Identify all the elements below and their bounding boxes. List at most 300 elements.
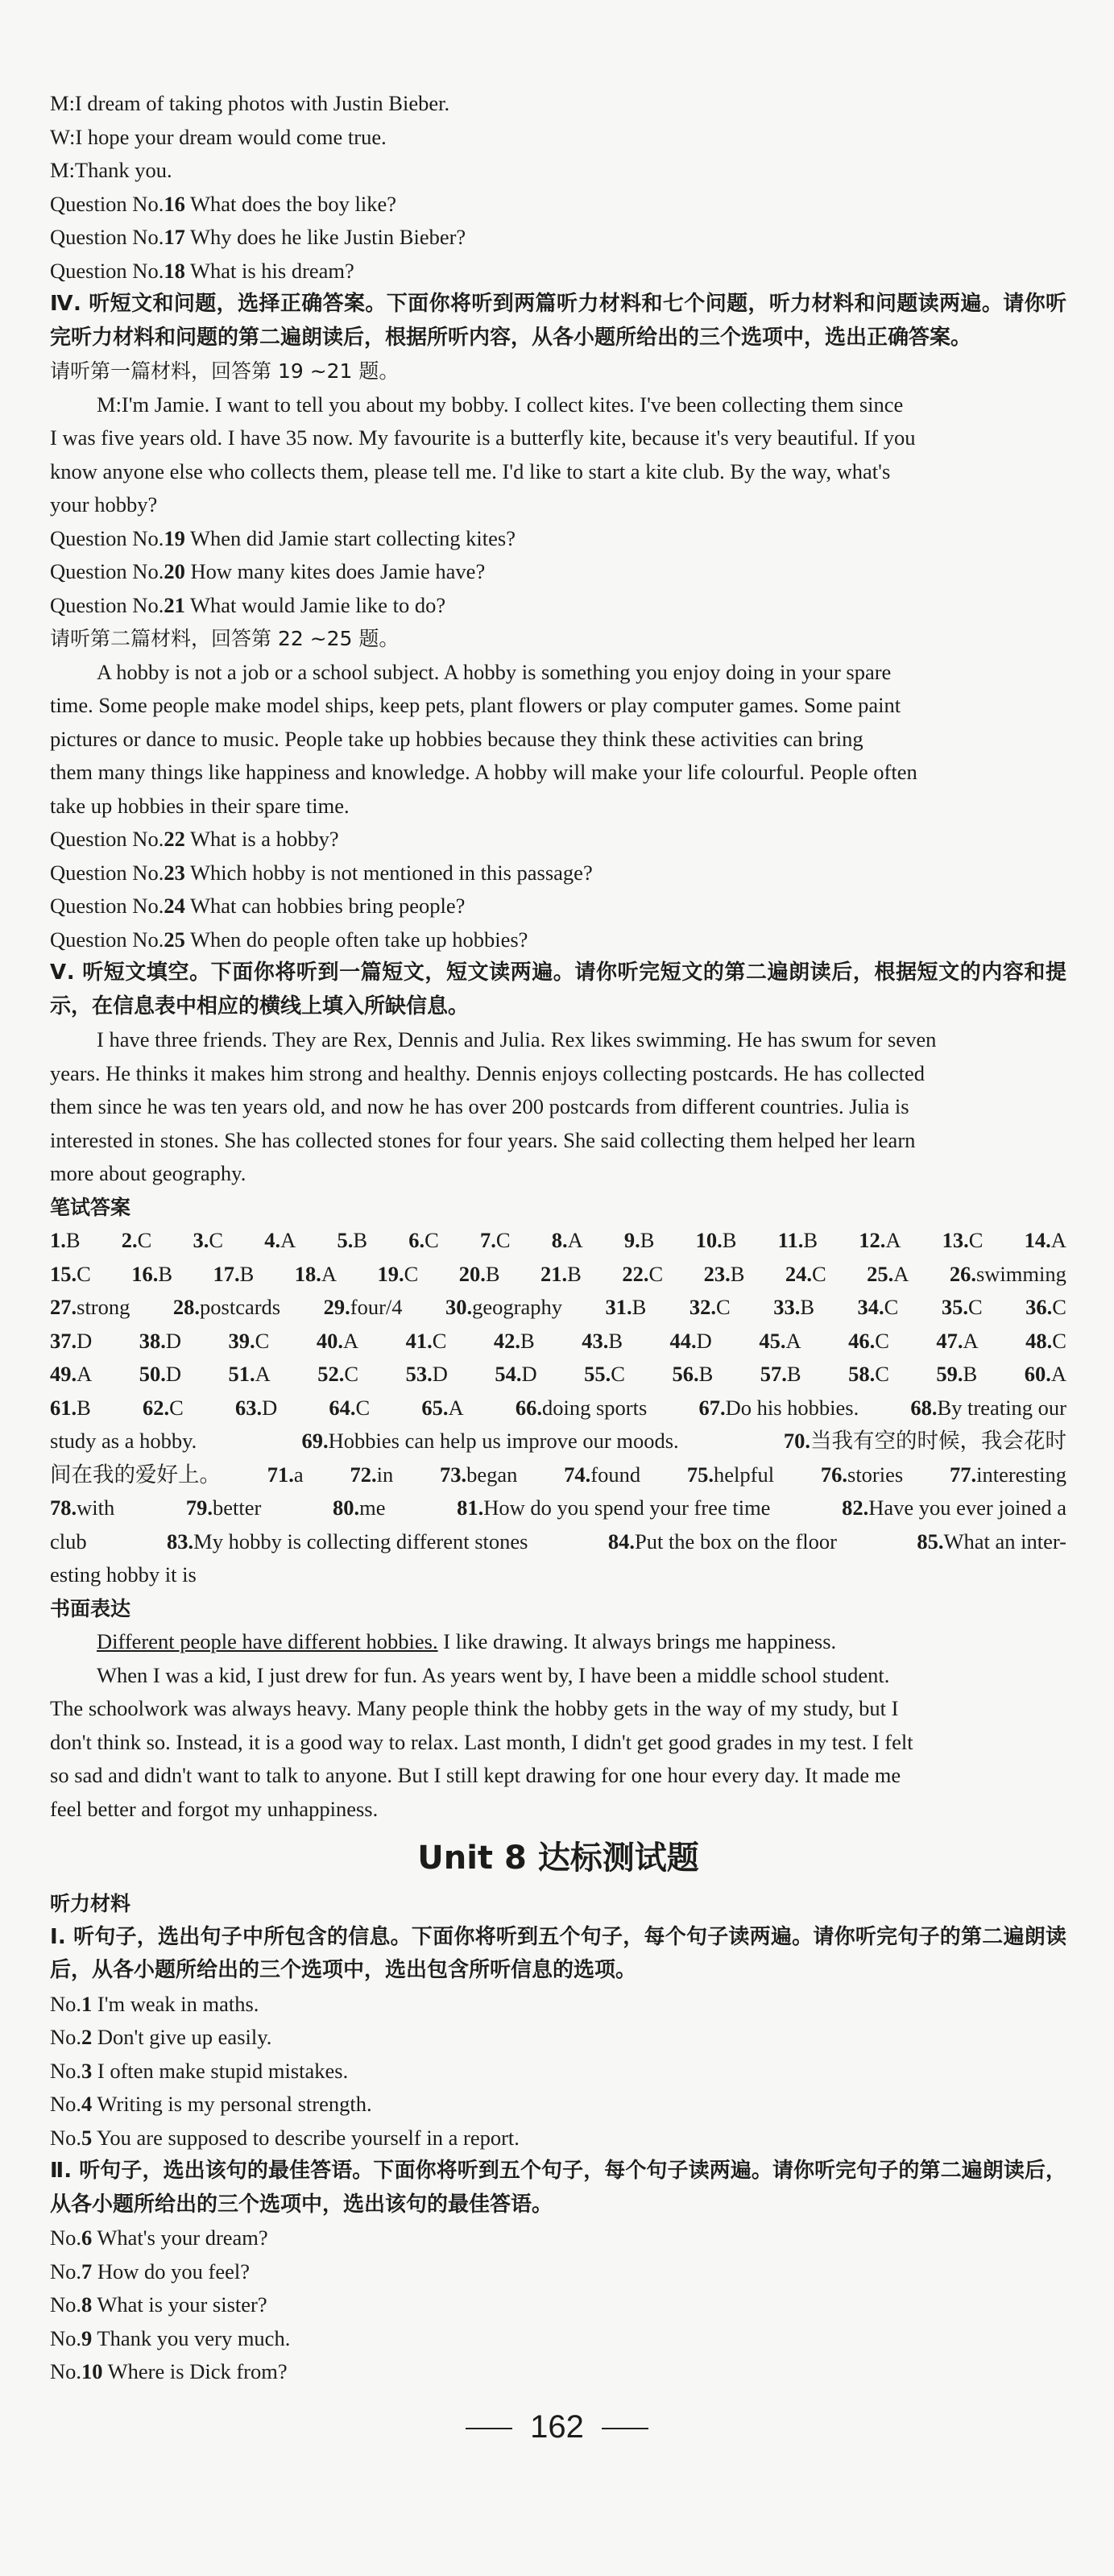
answer-value: B — [800, 1295, 814, 1319]
answer-item — [408, 1224, 439, 1258]
question-number: 23 — [164, 860, 185, 885]
answer-item — [122, 1224, 152, 1258]
answer-item — [317, 1358, 358, 1392]
answer-item — [1025, 1358, 1066, 1392]
answer-item — [867, 1258, 909, 1292]
answer-number: 46. — [848, 1328, 876, 1353]
question-number: 18 — [164, 258, 185, 283]
answer-number: 85. — [917, 1529, 944, 1553]
writing-body — [50, 1659, 1066, 1827]
answer-value: D — [165, 1328, 182, 1353]
sentence-item — [50, 1988, 1066, 2022]
answer-number: 47. — [936, 1328, 963, 1353]
answer-row — [50, 1525, 1066, 1559]
answer-value: me — [359, 1495, 386, 1520]
answer-value: 当我有空的时候，我会花时 — [810, 1429, 1066, 1453]
answer-number: 22. — [622, 1261, 649, 1286]
answer-value: C — [404, 1261, 419, 1286]
answer-item — [139, 1358, 181, 1392]
answer-item — [778, 1224, 818, 1258]
answer-value: B — [786, 1362, 801, 1386]
answer-item — [552, 1224, 583, 1258]
answer-item — [229, 1325, 270, 1359]
question-label: Question No. — [50, 827, 164, 851]
answer-item — [50, 1291, 130, 1325]
answer-value: C — [209, 1228, 224, 1252]
answer-value: B — [698, 1362, 714, 1386]
sentence-item-number: 7 — [81, 2259, 93, 2284]
sentence-item-text: How do you feel? — [92, 2259, 251, 2284]
question-label: Question No. — [50, 860, 164, 885]
question — [50, 823, 1066, 857]
answer-item — [295, 1258, 337, 1292]
answer-row — [50, 1325, 1066, 1359]
question — [50, 555, 1066, 589]
sentence-item-number: 10 — [81, 2359, 103, 2383]
sentence-item-text: What's your dream? — [92, 2225, 268, 2250]
answer-value: found — [590, 1462, 641, 1487]
passage-line: pictures or dance to music. People take up hobbies because they think these activities can bring — [50, 726, 863, 751]
question-text: What can hobbies bring people? — [184, 894, 466, 918]
answer-item — [50, 1491, 114, 1525]
passage-line: your hobby? — [50, 492, 158, 516]
answer-item — [842, 1491, 1066, 1525]
answer-number: 12. — [859, 1228, 886, 1252]
answer-number: 69. — [301, 1429, 329, 1453]
answer-value: Put the box on the floor — [634, 1529, 837, 1553]
answer-item — [139, 1325, 181, 1359]
answer-value: better — [213, 1495, 262, 1520]
answer-item — [457, 1491, 770, 1525]
writing-line: feel better and forgot my unhappiness. — [50, 1796, 379, 1821]
section-4-intro-2: 请听第二篇材料，回答第 22 ~25 题。 — [50, 627, 400, 650]
question-label: Question No. — [50, 258, 164, 283]
page-footer — [0, 2409, 1114, 2445]
answer-value: helpful — [714, 1462, 775, 1487]
writing-first-line — [50, 1625, 1066, 1659]
sentence-item — [50, 2221, 1066, 2255]
writing-first-rest: I like drawing. It always brings me happiness. — [437, 1629, 837, 1653]
passage-line: know anyone else who collects them, please tell me. I'd like to start a kite club. By the way, what's — [50, 458, 891, 483]
answer-number: 2. — [121, 1228, 138, 1252]
answer-item — [50, 1392, 91, 1425]
question — [50, 890, 1066, 923]
sentence-item — [50, 2088, 1066, 2122]
answer-value: B — [640, 1228, 655, 1252]
answer-number: 8. — [551, 1228, 568, 1252]
answer-value: B — [77, 1395, 91, 1420]
answer-item — [440, 1458, 517, 1492]
answer-item — [267, 1458, 304, 1492]
footer-dash-left — [466, 2428, 512, 2429]
sentence-item-text: Writing is my personal strength. — [92, 2092, 372, 2116]
answer-item — [173, 1291, 280, 1325]
answer-item — [942, 1224, 984, 1258]
answer-value: D — [432, 1362, 448, 1386]
answer-item — [858, 1291, 899, 1325]
answer-value: A — [885, 1228, 901, 1252]
answer-item — [859, 1224, 901, 1258]
answer-item — [193, 1224, 224, 1258]
answer-number: 42. — [493, 1328, 521, 1353]
answer-number: 48. — [1025, 1328, 1053, 1353]
answer-item — [337, 1224, 367, 1258]
answer-item — [606, 1291, 647, 1325]
answer-item — [50, 1458, 221, 1492]
answer-number: 15. — [50, 1261, 77, 1286]
question — [50, 923, 1066, 957]
answer-value: esting hobby it is — [50, 1562, 197, 1587]
answer-value: C — [648, 1261, 664, 1286]
answer-number: 83. — [167, 1529, 194, 1553]
answer-item — [229, 1358, 271, 1392]
answer-value: A — [1050, 1228, 1066, 1252]
answer-value: A — [893, 1261, 909, 1286]
question-text: What would Jamie like to do? — [184, 592, 446, 617]
answer-item — [480, 1224, 511, 1258]
answer-item — [495, 1358, 536, 1392]
sentence-item-label: No. — [50, 2092, 82, 2116]
answer-value: postcards — [200, 1295, 281, 1319]
answer-value: A — [77, 1362, 93, 1386]
question — [50, 221, 1066, 255]
answer-item — [378, 1258, 419, 1292]
question-number: 19 — [164, 525, 185, 550]
answer-item — [936, 1358, 977, 1392]
answer-item — [672, 1358, 713, 1392]
answer-item — [687, 1458, 774, 1492]
answer-value: B — [520, 1328, 535, 1353]
answer-item — [324, 1291, 403, 1325]
answer-item — [584, 1358, 625, 1392]
answer-value: A — [1050, 1362, 1066, 1386]
question-label: Question No. — [50, 592, 164, 617]
answer-item — [950, 1458, 1066, 1492]
writing-line: The schoolwork was always heavy. Many people think the hobby gets in the way of my study, but I — [50, 1696, 899, 1720]
answer-item — [406, 1358, 448, 1392]
answer-value: C — [77, 1261, 91, 1286]
answer-value: By treating our — [937, 1395, 1066, 1420]
answer-item — [50, 1358, 92, 1392]
answer-value: B — [803, 1228, 818, 1252]
answer-item — [624, 1224, 655, 1258]
passage-line: more about geography. — [50, 1161, 246, 1185]
unit-section-2-title: Ⅱ. 听句子，选出该句的最佳答语。下面你将听到五个句子，每个句子读两遍。请你听完句子的第二遍朗读后，从各小题所给出的三个选项中，选出该句的最佳答语。 — [50, 2159, 1066, 2217]
answer-item — [759, 1325, 801, 1359]
answer-number: 70. — [783, 1429, 810, 1453]
dialogue-line: M:Thank you. — [50, 158, 172, 182]
answer-item — [784, 1425, 1066, 1458]
answer-item — [186, 1491, 261, 1525]
answer-number: 30. — [445, 1295, 473, 1319]
answer-number: 20. — [458, 1261, 486, 1286]
answer-number: 39. — [228, 1328, 255, 1353]
answer-value: A — [342, 1328, 359, 1353]
sentence-item-number: 5 — [81, 2125, 93, 2150]
answer-value: C — [1052, 1328, 1066, 1353]
answer-number: 32. — [689, 1295, 716, 1319]
answer-item — [421, 1392, 463, 1425]
dialogue-block — [50, 87, 1066, 188]
answer-value: A — [448, 1395, 464, 1420]
passage-line: I have three friends. They are Rex, Dennis and Julia. Rex likes swimming. He has swum for seven — [97, 1027, 937, 1052]
passage-line: take up hobbies in their spare time. — [50, 793, 350, 818]
answer-item — [564, 1458, 640, 1492]
answer-item — [516, 1392, 647, 1425]
passage-line: years. He thinks it makes him strong and healthy. Dennis enjoys collecting postcards. He has collected — [50, 1060, 925, 1085]
answer-number: 7. — [479, 1228, 496, 1252]
answer-number: 63. — [234, 1395, 263, 1420]
answer-number: 41. — [405, 1328, 433, 1353]
answer-value: B — [158, 1261, 173, 1286]
answer-value: Hobbies can help us improve our moods. — [328, 1429, 679, 1453]
question-number: 24 — [164, 894, 185, 918]
question — [50, 589, 1066, 623]
answer-row — [50, 1425, 1066, 1458]
passage-line: them many things like happiness and knowledge. A hobby will make your life colourful. People often — [50, 760, 917, 784]
question-number: 20 — [164, 559, 185, 583]
answer-number: 28. — [172, 1295, 201, 1319]
answer-number: 16. — [131, 1261, 159, 1286]
answer-item — [264, 1224, 296, 1258]
answer-value: C — [355, 1395, 371, 1420]
section-4-intro-1: 请听第一篇材料，回答第 19 ~21 题。 — [50, 359, 400, 383]
answer-row — [50, 1491, 1066, 1525]
answer-number: 76. — [820, 1462, 847, 1487]
sentence-item-text: Don't give up easily. — [92, 2025, 272, 2049]
passage-2 — [50, 656, 1066, 823]
answer-item — [235, 1392, 277, 1425]
answer-value: C — [875, 1362, 889, 1386]
answer-number: 1. — [50, 1228, 66, 1252]
answer-value: strong — [77, 1295, 130, 1319]
answer-number: 25. — [867, 1261, 894, 1286]
question-text: How many kites does Jamie have? — [184, 559, 486, 583]
answer-value: D — [165, 1362, 182, 1386]
passage-line: them since he was ten years old, and now he has over 200 postcards from different countries. Julia is — [50, 1094, 909, 1118]
answer-number: 57. — [760, 1362, 787, 1386]
sentence-item-label: No. — [50, 2225, 82, 2250]
question-label: Question No. — [50, 894, 164, 918]
sentence-item — [50, 2055, 1066, 2089]
sentence-item — [50, 2021, 1066, 2055]
answer-number: 38. — [139, 1328, 166, 1353]
unit-title: Unit 8 达标测试题 — [417, 1840, 699, 1877]
answer-number: 21. — [540, 1261, 568, 1286]
sentence-item-label: No. — [50, 2325, 82, 2350]
questions-16-18 — [50, 188, 1066, 288]
answer-item — [131, 1258, 172, 1292]
question-text: What is his dream? — [184, 258, 354, 283]
answer-value: C — [967, 1295, 983, 1319]
answer-number: 71. — [267, 1462, 294, 1487]
sentence-item-label: No. — [50, 2125, 82, 2150]
answer-item — [704, 1258, 745, 1292]
passage-line: I was five years old. I have 35 now. My favourite is a butterfly kite, because it's very beautiful. If you — [50, 425, 916, 450]
answer-number: 11. — [777, 1228, 804, 1252]
answer-item — [50, 1525, 87, 1559]
question — [50, 522, 1066, 556]
sentence-item-text: What is your sister? — [92, 2292, 267, 2317]
listening-heading: 听力材料 — [50, 1892, 131, 1915]
answer-value: A — [280, 1228, 296, 1252]
answer-row — [50, 1291, 1066, 1325]
answer-value: B — [963, 1362, 978, 1386]
answer-item — [445, 1291, 562, 1325]
unit-items-6-10 — [50, 2221, 1066, 2389]
passage-line: A hobby is not a job or a school subject. A hobby is something you enjoy doing in your spare — [97, 659, 892, 684]
answer-value: B — [632, 1295, 647, 1319]
answer-row — [50, 1358, 1066, 1392]
dialogue-line: W:I hope your dream would come true. — [50, 124, 387, 149]
answer-item — [540, 1258, 582, 1292]
answer-row — [50, 1392, 1066, 1425]
questions-19-21 — [50, 522, 1066, 623]
answer-number: 31. — [605, 1295, 632, 1319]
sentence-item-label: No. — [50, 2292, 82, 2317]
document-page — [50, 87, 1066, 2389]
answer-value: A — [963, 1328, 979, 1353]
answer-number: 55. — [584, 1362, 611, 1386]
answer-value: C — [811, 1261, 826, 1286]
answer-number: 27. — [50, 1295, 77, 1319]
sentence-item-label: No. — [50, 2359, 82, 2383]
answer-number: 72. — [350, 1462, 377, 1487]
writing-line: When I was a kid, I just drew for fun. As years went by, I have been a middle school student. — [97, 1662, 890, 1687]
sentence-item-number: 9 — [81, 2325, 93, 2350]
answer-item — [622, 1258, 663, 1292]
question-label: Question No. — [50, 525, 164, 550]
question-label: Question No. — [50, 559, 164, 583]
answer-number: 51. — [228, 1362, 255, 1386]
writing-heading: 书面表达 — [50, 1596, 131, 1620]
question-label: Question No. — [50, 225, 164, 249]
answer-number: 34. — [857, 1295, 884, 1319]
answer-number: 43. — [582, 1328, 609, 1353]
answer-row — [50, 1258, 1066, 1292]
answer-number: 9. — [623, 1228, 640, 1252]
writing-line: don't think so. Instead, it is a good way to relax. Last month, I didn't get good grades in my test. I felt — [50, 1729, 913, 1754]
sentence-item-number: 8 — [81, 2292, 93, 2317]
sentence-item — [50, 2122, 1066, 2155]
answer-number: 50. — [139, 1362, 166, 1386]
question-text: Why does he like Justin Bieber? — [184, 225, 466, 249]
answer-row — [50, 1458, 1066, 1492]
answer-item — [50, 1258, 91, 1292]
answer-number: 80. — [332, 1495, 360, 1520]
questions-22-25 — [50, 823, 1066, 956]
answer-number: 4. — [264, 1228, 281, 1252]
answer-value: My hobby is collecting different stones — [193, 1529, 528, 1553]
answer-number: 19. — [377, 1261, 404, 1286]
answer-item — [459, 1258, 500, 1292]
answer-value: What an inter- — [943, 1529, 1066, 1553]
question-text: What is a hobby? — [184, 827, 339, 851]
answer-value: B — [485, 1261, 500, 1286]
sentence-item-number: 2 — [81, 2025, 93, 2049]
answer-item — [143, 1392, 184, 1425]
answer-value: C — [344, 1362, 359, 1386]
answer-number: 73. — [439, 1462, 467, 1487]
answer-number: 26. — [949, 1261, 976, 1286]
answer-number: 24. — [785, 1261, 812, 1286]
answer-value: C — [715, 1295, 731, 1319]
answer-item — [670, 1325, 712, 1359]
answer-item — [785, 1258, 826, 1292]
answer-item — [936, 1325, 978, 1359]
answer-number: 74. — [564, 1462, 591, 1487]
question-number: 21 — [164, 592, 185, 617]
footer-dash-right — [602, 2428, 648, 2429]
sentence-item — [50, 2255, 1066, 2289]
answer-item — [848, 1325, 889, 1359]
answer-value: C — [968, 1228, 984, 1252]
question-number: 16 — [164, 191, 185, 216]
answer-value: B — [239, 1261, 255, 1286]
answer-item — [213, 1258, 255, 1292]
answer-number: 3. — [193, 1228, 209, 1252]
answer-number: 44. — [669, 1328, 697, 1353]
sentence-item-label: No. — [50, 2025, 82, 2049]
answer-number: 61. — [50, 1395, 77, 1420]
sentence-item — [50, 2288, 1066, 2322]
answer-item — [1025, 1224, 1066, 1258]
answer-row — [50, 1558, 1066, 1592]
sentence-item-text: Thank you very much. — [92, 2325, 291, 2350]
answer-value: A — [255, 1362, 271, 1386]
unit-items-1-5 — [50, 1988, 1066, 2155]
sentence-item — [50, 2322, 1066, 2356]
answer-number: 82. — [842, 1495, 869, 1520]
answer-value: four/4 — [350, 1295, 403, 1319]
answer-value: D — [77, 1328, 93, 1353]
answer-value: D — [262, 1395, 278, 1420]
question — [50, 188, 1066, 222]
answer-number: 10. — [695, 1228, 723, 1252]
answer-number: 40. — [316, 1328, 343, 1353]
answer-key — [50, 1224, 1066, 1592]
answer-number: 78. — [50, 1495, 77, 1520]
question-text: When do people often take up hobbies? — [184, 927, 528, 952]
answer-value: A — [321, 1261, 338, 1286]
dialogue-line: M:I dream of taking photos with Justin Bieber. — [50, 91, 450, 115]
answer-value: D — [521, 1362, 537, 1386]
question — [50, 255, 1066, 288]
answer-number: 64. — [329, 1395, 356, 1420]
answer-value: C — [432, 1328, 447, 1353]
answer-number: 13. — [942, 1228, 969, 1252]
question-number: 25 — [164, 927, 185, 952]
answer-number: 45. — [759, 1328, 786, 1353]
passage-line: interested in stones. She has collected stones for four years. She said collecting them helped her learn — [50, 1127, 916, 1152]
answer-value: C — [611, 1362, 625, 1386]
question-text: When did Jamie start collecting kites? — [184, 525, 516, 550]
answer-number: 37. — [50, 1328, 77, 1353]
section-5-title: Ⅴ. 听短文填空。下面你将听到一篇短文，短文读两遍。请你听完短文的第二遍朗读后，根据短文的内容和提示，在信息表中相应的横线上填入所缺信息。 — [50, 960, 1066, 1018]
answer-value: B — [722, 1228, 737, 1252]
sentence-item-number: 4 — [81, 2092, 93, 2116]
answer-number: 77. — [949, 1462, 977, 1487]
passage-line: time. Some people make model ships, keep pets, plant flowers or play computer games. Some paint — [50, 693, 901, 717]
answer-value: a — [293, 1462, 304, 1487]
question-label: Question No. — [50, 191, 164, 216]
sentence-item-text: You are supposed to describe yourself in a report. — [92, 2125, 520, 2150]
sentence-item-number: 1 — [81, 1991, 93, 2016]
answer-number: 54. — [495, 1362, 522, 1386]
answer-item — [1025, 1325, 1066, 1359]
answer-value: C — [875, 1328, 889, 1353]
answer-value: How do you spend your free time — [483, 1495, 771, 1520]
